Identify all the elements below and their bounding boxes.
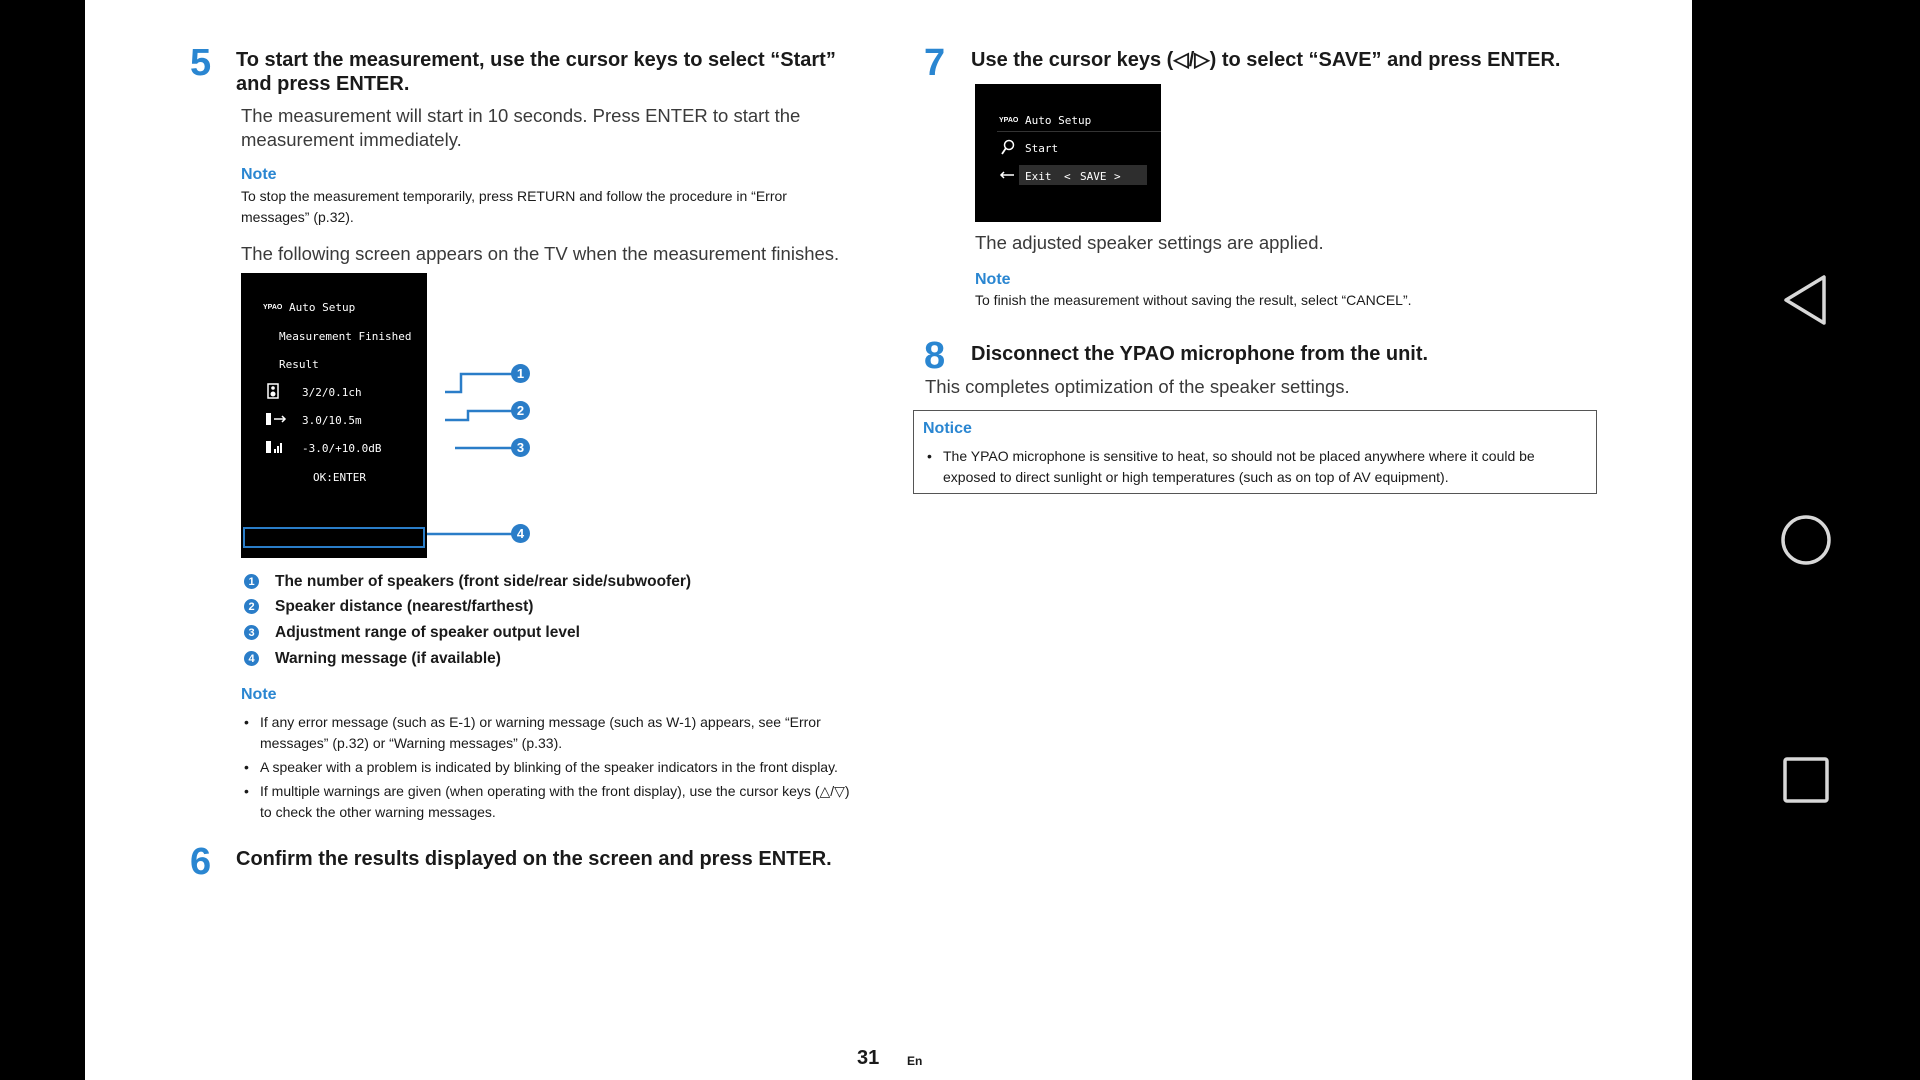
notice-line-1: • The YPAO microphone is sensitive to heat, so should not be placed anywhere where it could be xyxy=(943,448,1535,464)
recents-square-icon xyxy=(1782,756,1830,804)
step-7-note-label: Note xyxy=(975,271,1011,288)
mic-icon xyxy=(1001,139,1015,158)
back-triangle-icon xyxy=(1782,274,1830,326)
step-7-note-text: To finish the measurement without saving the result, select “CANCEL”. xyxy=(975,292,1412,308)
tv-distance-value: 3.0/10.5m xyxy=(302,414,362,427)
warning-message-box xyxy=(243,527,425,548)
step-6-number: 6 xyxy=(190,841,212,883)
tv-exit-item: Exit xyxy=(1025,170,1052,183)
screen-intro-text: The following screen appears on the TV when the measurement finishes. xyxy=(241,243,840,264)
tv-result-screen xyxy=(241,273,427,558)
tv-start-item: Start xyxy=(1025,142,1059,155)
legend-3-text: Adjustment range of speaker output level xyxy=(275,624,580,641)
step-5-note-label: Note xyxy=(241,166,277,183)
notice-list xyxy=(925,446,1585,491)
page-language: En xyxy=(907,1054,923,1068)
step-5-title-line-2: and press ENTER. xyxy=(236,73,410,95)
tv-result-label: Result xyxy=(279,358,319,371)
legend-2-text: Speaker distance (nearest/farthest) xyxy=(275,598,534,615)
legend-4-number: 4 xyxy=(244,651,259,666)
tv-save-divider xyxy=(997,131,1161,132)
callout-2: 2 xyxy=(511,401,530,420)
note-2-bullet-3-line-1: • If multiple warnings are given (when operating with the front display), use the cursor keys (△/▽) xyxy=(260,783,850,799)
legend-2-number: 2 xyxy=(244,599,259,614)
note-2-label: Note xyxy=(241,686,277,703)
note-2-bullet-1-line-1: • If any error message (such as E-1) or warning message (such as W-1) appears, see “Error xyxy=(260,714,821,730)
back-button[interactable] xyxy=(1692,255,1920,345)
step-5-note-text xyxy=(241,186,881,228)
legend-3-number: 3 xyxy=(244,625,259,640)
notice-line-2: exposed to direct sunlight or high temperatures (such as on top of AV equipment). xyxy=(943,469,1449,485)
home-button[interactable] xyxy=(1692,495,1920,585)
step-6-title: Confirm the results displayed on the screen and press ENTER. xyxy=(236,848,832,870)
tv-save-left-arrow: < xyxy=(1064,170,1071,183)
step-8-body: This completes optimization of the speaker settings. xyxy=(925,376,1350,397)
tv-save-option: SAVE xyxy=(1080,170,1107,183)
step-5-number: 5 xyxy=(190,42,212,84)
note-2-bullet-2: • A speaker with a problem is indicated by blinking of the speaker indicators in the front display. xyxy=(242,757,942,778)
tv-level-value: -3.0/+10.0dB xyxy=(302,442,382,455)
manual-page xyxy=(85,0,1692,1080)
step-5-title-line-1: To start the measurement, use the cursor keys to select “Start” xyxy=(236,49,836,71)
step-7-number: 7 xyxy=(924,42,946,84)
notice-bullet xyxy=(925,446,1585,488)
note-2-bullet-3-line-2: to check the other warning messages. xyxy=(260,804,496,820)
step-8-number: 8 xyxy=(924,335,946,377)
legend-1-text: The number of speakers (front side/rear side/subwoofer) xyxy=(275,573,692,590)
note-2-list xyxy=(242,712,942,826)
navigation-bar xyxy=(1692,0,1920,1080)
tv-speakers-value: 3/2/0.1ch xyxy=(302,386,362,399)
callout-3: 3 xyxy=(511,438,530,457)
step-8-title: Disconnect the YPAO microphone from the unit. xyxy=(971,343,1429,365)
step-5-body-line-1: The measurement will start in 10 seconds. Press ENTER to start the xyxy=(241,105,801,126)
legend-4-text: Warning message (if available) xyxy=(275,650,501,667)
note-2-bullet-3 xyxy=(242,781,942,823)
tv-save-screen xyxy=(975,84,1161,222)
ypao-logo: YPAO xyxy=(263,304,283,311)
step-5-note-line-1: To stop the measurement temporarily, press RETURN and follow the procedure in “Error xyxy=(241,188,787,204)
step-5-title xyxy=(236,48,876,96)
home-circle-icon xyxy=(1780,514,1832,566)
step-5-note-line-2: messages” (p.32). xyxy=(241,209,354,225)
step-7-title: Use the cursor keys (◁/▷) to select “SAVE” and press ENTER. xyxy=(971,49,1561,71)
step-7-body: The adjusted speaker settings are applied. xyxy=(975,232,1324,253)
tv-save-right-arrow: > xyxy=(1114,170,1121,183)
page-number: 31 xyxy=(857,1047,880,1069)
tv-result-title: Auto Setup xyxy=(289,301,356,314)
tv-save-title: Auto Setup xyxy=(1025,114,1092,127)
notice-label: Notice xyxy=(923,420,972,437)
tv-ok-enter: OK:ENTER xyxy=(313,471,366,484)
step-5-body xyxy=(241,104,881,152)
note-2-bullet-1-line-2: messages” (p.32) or “Warning messages” (p.33). xyxy=(260,735,563,751)
callout-4: 4 xyxy=(511,524,530,543)
ypao-logo-save: YPAO xyxy=(999,117,1019,124)
level-icon xyxy=(265,440,285,457)
tv-measurement-finished: Measurement Finished xyxy=(279,330,412,343)
speaker-icon xyxy=(267,383,279,402)
note-2-bullet-1 xyxy=(242,712,942,754)
step-5-body-line-2: measurement immediately. xyxy=(241,129,462,150)
legend-1-number: 1 xyxy=(244,574,259,589)
callout-1: 1 xyxy=(511,364,530,383)
distance-icon xyxy=(265,412,287,429)
return-icon xyxy=(999,170,1015,183)
recents-button[interactable] xyxy=(1692,735,1920,825)
